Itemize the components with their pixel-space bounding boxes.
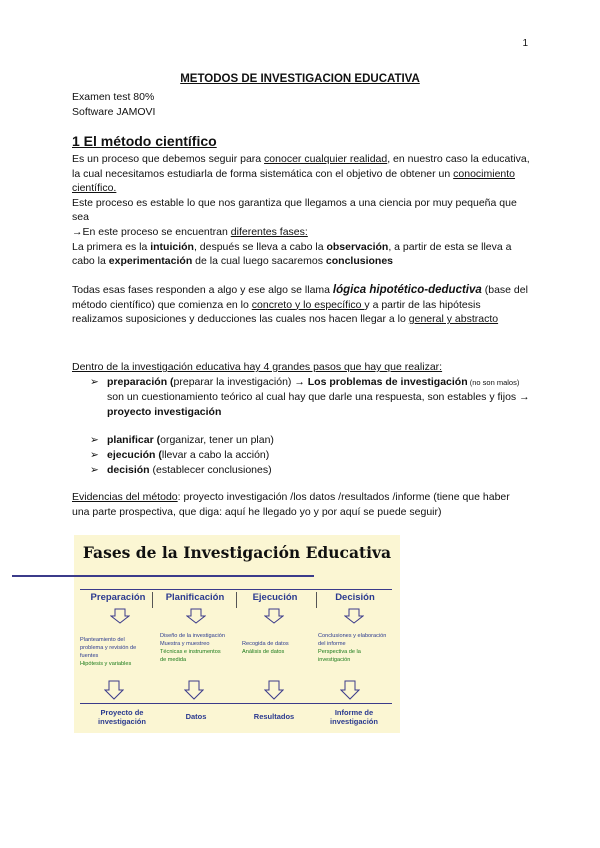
arrow-bullet-icon: ➢ (90, 434, 99, 447)
note-decision: Conclusiones y elaboración del informe Perspectiva de la investigación (318, 633, 387, 663)
paragraph-phases-intro: →En este proceso se encuentran diferentes fases: (72, 225, 308, 238)
down-arrow-icon (340, 680, 360, 700)
result-report: Informe de investigación (330, 708, 378, 726)
step-preparation: ➢ preparación (preparar la investigación) → Los problemas de investigación (no son malos) son un cuestionamiento teórico al cual hay que darle una respuesta, son estables y fijos → proyecto investigación (90, 375, 530, 418)
section-body (72, 152, 530, 269)
note-execution: Recogida de datos Análisis de datos (242, 641, 289, 655)
down-arrow-icon (110, 608, 130, 624)
figure-divider-phases (80, 589, 392, 590)
document-title: METODOS DE INVESTIGACION EDUCATIVA (180, 73, 420, 85)
steps-intro: Dentro de la investigación educativa hay 4 grandes pasos que hay que realizar: (72, 361, 443, 373)
phase-preparation: Preparación (90, 592, 146, 603)
paragraph-definition: Es un proceso que debemos seguir para conocer cualquier realidad, en nuestro caso la educativa, la cual necesitamos estudiarla de forma sistemática con el objetivo de obtener un conocimiento científico. (72, 153, 530, 195)
figure-divider-top (12, 575, 314, 577)
steps-list (72, 375, 530, 478)
step-planning: ➢ planificar (organizar, tener un plan) (90, 434, 274, 447)
arrow-bullet-icon: ➢ (90, 463, 99, 476)
note-preparation: Planteamiento del problema y revisión de fuentes Hipótesis y variables (80, 637, 137, 667)
down-arrow-icon (184, 680, 204, 700)
phase-execution: Ejecución (252, 592, 298, 603)
section-heading: 1 El método científico (72, 133, 217, 149)
phase-planning: Planificación (165, 592, 225, 603)
down-arrow-icon (186, 608, 206, 624)
result-results: Resultados (253, 712, 295, 721)
step-execution: ➢ ejecución (llevar a cabo la acción) (90, 448, 270, 461)
result-project: Proyecto de investigación (98, 708, 146, 726)
paragraph-stability: Este proceso es estable lo que nos garantiza que llegamos a una ciencia por muy pequeña que sea (72, 196, 517, 224)
phase-decision: Decisión (335, 592, 375, 603)
document-meta (72, 90, 155, 120)
down-arrow-icon (104, 680, 124, 700)
down-arrow-icon (344, 608, 364, 624)
paragraph-logic: Todas esas fases responden a algo y ese algo se llama lógica hipotético-deductiva (base del método científico) que comienza en lo concreto y lo específico y a partir de las hipótesis realizamos suposiciones y deducciones las cuales nos hacen llegar a lo general y abstracto (72, 284, 528, 326)
down-arrow-icon (264, 608, 284, 624)
figure-divider-results (80, 703, 392, 704)
software-name: Software JAMOVI (72, 106, 156, 118)
exam-weight: Examen test 80% (72, 91, 155, 103)
paragraph-evidence: Evidencias del método: proyecto investigación /los datos /resultados /informe (tiene que haber una parte prospectiva, que diga: aquí he llegado yo y por aquí se puede seguir) (72, 491, 510, 518)
step-decision: ➢ decisión (establecer conclusiones) (90, 463, 272, 476)
down-arrow-icon (264, 680, 284, 700)
arrow-bullet-icon: ➢ (90, 375, 99, 388)
figure-title: Fases de la Investigación Educativa (82, 543, 392, 562)
page-number: 1 (522, 38, 528, 49)
paragraph-phases: La primera es la intuición, después se lleva a cabo la observación, a partir de esta se lleva a cabo la experimentación de la cual luego sacaremos conclusiones (72, 240, 512, 268)
note-planning: Diseño de la investigación Muestra y muestreo Técnicas e instrumentos de medida (160, 633, 225, 663)
steps-block (72, 360, 530, 477)
arrow-bullet-icon: ➢ (90, 448, 99, 461)
result-data: Datos (185, 712, 207, 721)
